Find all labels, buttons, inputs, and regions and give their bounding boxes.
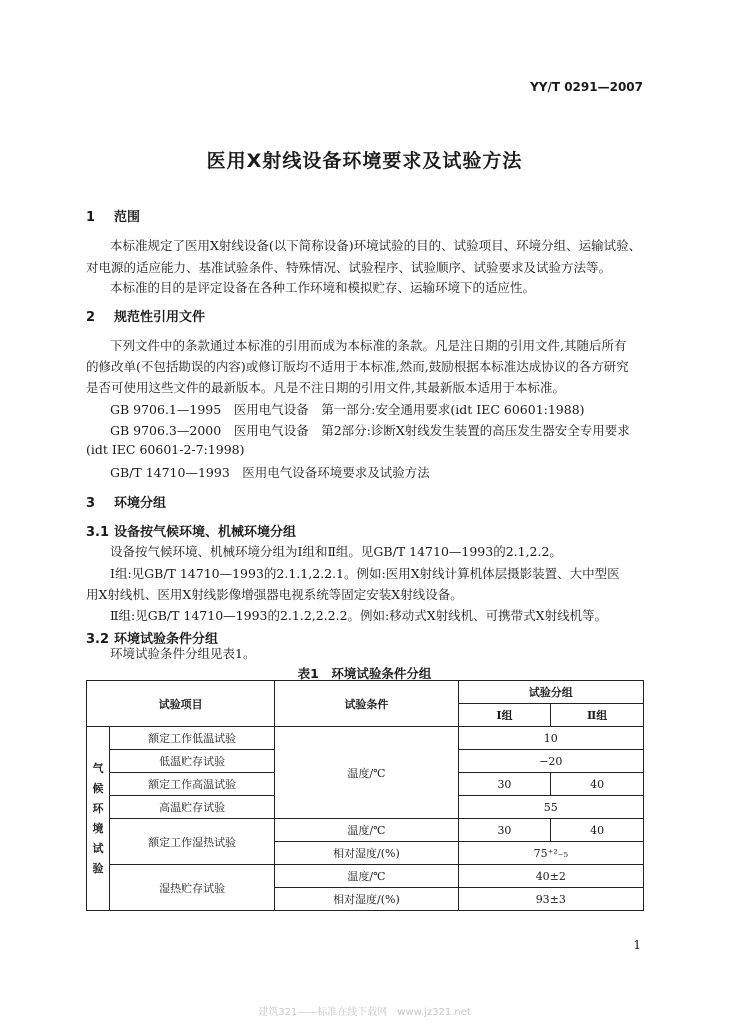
paragraph: 是否可使用这些文件的最新版本。凡是不注日期的引用文件,其最新版本适用于本标准。: [86, 380, 565, 395]
table-cell: 30: [458, 773, 551, 796]
reference-item: GB 9706.1—1995 医用电气设备 第一部分:安全通用要求(idt IEC 60601:1988): [110, 402, 585, 417]
paragraph: 下列文件中的条款通过本标准的引用而成为本标准的条款。凡是注日期的引用文件,其随后所有: [110, 338, 627, 353]
table-cell: 10: [458, 727, 643, 750]
environment-test-table: [86, 680, 644, 911]
paragraph: Ⅰ组:见GB/T 14710—1993的2.1.1,2.2.1。例如:医用X射线计算机体层摄影装置、大中型医: [110, 566, 620, 581]
section-title: 范围: [114, 210, 141, 225]
section-title: 设备按气候环境、机械环境分组: [114, 525, 297, 540]
reference-item: GB 9706.3—2000 医用电气设备 第2部分:诊断X射线发生装置的高压发生器安全专用要求: [110, 423, 630, 438]
side-char: 环: [92, 801, 104, 815]
section-number: 3: [86, 496, 96, 511]
side-char: 验: [92, 861, 104, 875]
paragraph: 对电源的适应能力、基准试验条件、特殊情况、试验程序、试验顺序、试验要求及试验方法等。: [86, 260, 612, 275]
section-title: 环境试验条件分组: [114, 632, 219, 647]
header-group-2: Ⅱ组: [551, 704, 644, 727]
table-cell: 75⁺²₋₅: [458, 842, 643, 865]
section-title: 环境分组: [114, 496, 167, 511]
paragraph: 设备按气候环境、机械环境分组为Ⅰ组和Ⅱ组。见GB/T 14710—1993的2.1,2.2。: [110, 544, 562, 559]
paragraph: Ⅱ组:见GB/T 14710—1993的2.1.2,2.2.2。例如:移动式X射线机、可携带式X射线机等。: [110, 608, 608, 623]
reference-item: GB/T 14710—1993 医用电气设备环境要求及试验方法: [110, 465, 430, 480]
section-number: 3.1: [86, 525, 110, 540]
table-caption: 表1 环境试验条件分组: [297, 666, 432, 681]
section-number: 3.2: [86, 632, 110, 647]
table-cell: 93±3: [458, 888, 643, 911]
table-cell: 温度/℃: [275, 819, 458, 842]
side-char: 境: [92, 821, 104, 835]
table-cell: 额定工作高温试验: [109, 773, 274, 796]
section-number: 1: [86, 210, 96, 225]
table-cell: 40: [551, 773, 644, 796]
table-cell: 湿热贮存试验: [109, 865, 274, 911]
reference-item: (idt IEC 60601-2-7:1998): [86, 442, 245, 457]
header-condition: 试验条件: [275, 681, 458, 727]
paragraph: 环境试验条件分组见表1。: [110, 646, 256, 661]
section-2-heading: [86, 306, 205, 325]
subsection-3-1-heading: [86, 521, 296, 540]
section-number: 2: [86, 310, 96, 325]
table-cell: 55: [458, 796, 643, 819]
side-char: 试: [92, 841, 104, 855]
side-char: 气: [92, 761, 104, 775]
table-cell: −20: [458, 750, 643, 773]
paragraph: 本标准的目的是评定设备在各种工作环境和模拟贮存、运输环境下的适应性。: [110, 280, 536, 295]
table-cell: 40±2: [458, 865, 643, 888]
document-title: 医用X射线设备环境要求及试验方法: [206, 150, 523, 172]
table-cell: 温度/℃: [275, 865, 458, 888]
table-cell: 相对湿度/(%): [275, 842, 458, 865]
section-title: 规范性引用文件: [114, 310, 206, 325]
table-cell: 30: [458, 819, 551, 842]
page-number: 1: [633, 938, 641, 952]
table-cell: 低温贮存试验: [109, 750, 274, 773]
paragraph: 的修改单(不包括勘误的内容)或修订版均不适用于本标准,然而,鼓励根据本标准达成协议的各方研究: [86, 359, 629, 374]
header-group: 试验分组: [458, 681, 643, 704]
side-label: [87, 727, 110, 911]
section-1-heading: [86, 206, 140, 225]
paragraph: 用X射线机、医用X射线影像增强器电视系统等固定安装X射线设备。: [86, 587, 463, 602]
table-cell: 额定工作低温试验: [109, 727, 274, 750]
footer-watermark: 建筑321——标准在线下载网 www.jz321.net: [258, 1007, 471, 1018]
side-char: 候: [92, 781, 104, 795]
header-item: 试验项目: [87, 681, 275, 727]
table-cell: 高温贮存试验: [109, 796, 274, 819]
table-cell: 相对湿度/(%): [275, 888, 458, 911]
header-group-1: Ⅰ组: [458, 704, 551, 727]
table-cell: 温度/℃: [275, 727, 458, 819]
table-cell: 额定工作湿热试验: [109, 819, 274, 865]
standard-code: YY/T 0291—2007: [530, 80, 643, 94]
section-3-heading: [86, 492, 166, 511]
table-cell: 40: [551, 819, 644, 842]
paragraph: 本标准规定了医用X射线设备(以下简称设备)环境试验的目的、试验项目、环境分组、运输试验、: [110, 238, 642, 253]
